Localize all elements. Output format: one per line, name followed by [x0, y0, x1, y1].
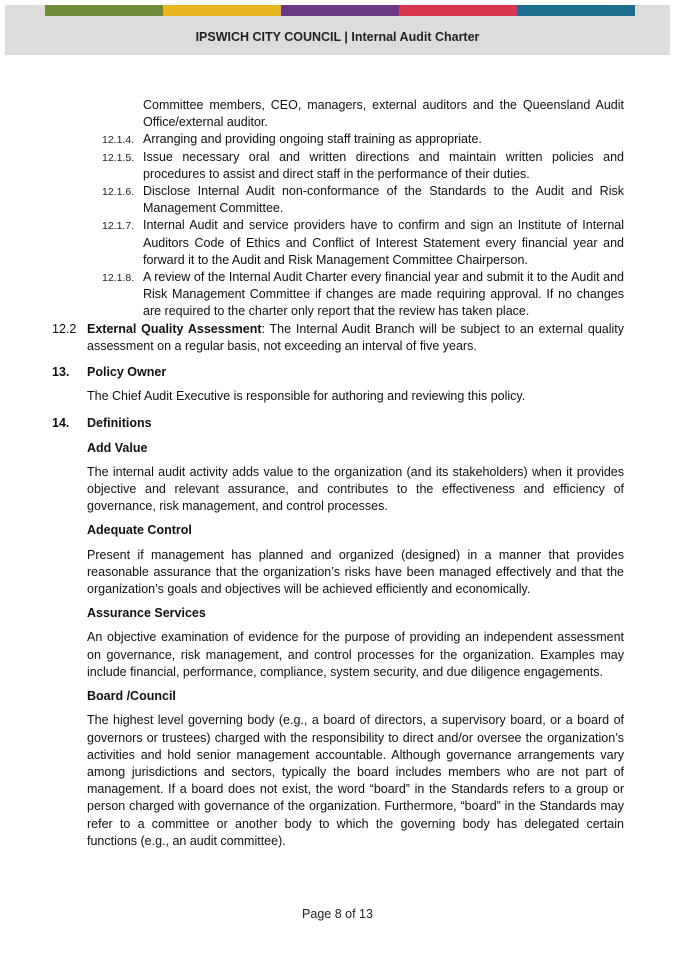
definition-term: Assurance Services	[87, 606, 206, 621]
item-number: 12.1.4.	[102, 134, 135, 147]
section-heading: Policy Owner	[87, 365, 167, 380]
section-number: 13.	[52, 365, 70, 380]
section-heading: Definitions	[87, 416, 152, 431]
item-number: 12.1.6.	[102, 186, 135, 199]
list-item	[52, 131, 624, 148]
header-title: IPSWICH CITY COUNCIL | Internal Audit Charter	[195, 30, 480, 44]
section-12-2	[52, 321, 624, 355]
list-item	[52, 217, 624, 269]
item-text: A review of the Internal Audit Charter every financial year and submit it to the Audit and Risk Management Committee if changes are made requiring approval. If no changes are required to the charter only report that the review has taken place.	[143, 270, 624, 319]
item-text: Internal Audit and service providers have to confirm and sign an Institute of Internal Auditors Code of Ethics and Conflict of Interest Statement every financial year and forward it to the Audit and Risk Management Committee Chairperson.	[143, 218, 624, 267]
page-number: Page 8 of 13	[302, 907, 373, 921]
definition-text: The highest level governing body (e.g., a board of directors, a supervisory board, or a board of governors or trustees) charged with the responsibility to direct and/or oversee the organization’s activities and hold senior management accountable. Although governance arrangements vary among jurisdictions and sectors, typically the board includes members who are not part of management. If a board does not exist, the word “board” in the Standards refers to a group or person charged with governance of the organization. Furthermore, “board” in the Standards may refer to a committee or another body to which the governing body has delegated certain functions (e.g., an audit committee).	[87, 713, 624, 848]
definition-term: Board /Council	[87, 689, 176, 704]
item-text: Arranging and providing ongoing staff training as appropriate.	[143, 132, 482, 147]
page-header	[5, 5, 670, 55]
definition-text: Present if management has planned and organized (designed) in a manner that provides reasonable assurance that the organization’s risks have been managed effectively and that the organization’s goals and objectives will be achieved efficiently and economically.	[87, 547, 624, 597]
item-number: 12.1.8.	[102, 272, 135, 285]
definition-term: Add Value	[87, 440, 148, 455]
item-text: Issue necessary oral and written directions and maintain written policies and procedures to assist and direct staff in the performance of their duties.	[143, 149, 624, 181]
section-text: The Chief Audit Executive is responsible for authoring and reviewing this policy.	[87, 389, 526, 404]
list-item	[52, 97, 624, 131]
section-13	[52, 364, 624, 405]
stripe-yellow	[163, 5, 281, 16]
item-text: Committee members, CEO, managers, external auditors and the Queensland Audit Office/external auditor.	[143, 98, 624, 130]
color-stripe-bar	[45, 5, 635, 16]
document-body	[52, 97, 624, 850]
section-number: 12.2	[52, 321, 77, 336]
stripe-purple	[281, 5, 399, 16]
item-number: 12.1.5.	[102, 151, 135, 164]
definition-term: Adequate Control	[87, 523, 192, 538]
section-text: : The Internal Audit Branch will be subject to an external quality assessment on a regular basis, not exceeding an interval of five years.	[87, 321, 624, 353]
item-text: Disclose Internal Audit non-conformance of the Standards to the Audit and Risk Management Committee.	[143, 184, 624, 216]
stripe-red	[399, 5, 517, 16]
definition-text: An objective examination of evidence for the purpose of providing an independent assessment on governance, risk management, and control processes for the organization. Examples may include financial, performance, compliance, system security, and due diligence engagements.	[87, 630, 624, 679]
section-bold-label: External Quality Assessment	[87, 321, 262, 336]
stripe-green	[45, 5, 163, 16]
section-number: 14.	[52, 416, 70, 431]
definition-text: The internal audit activity adds value to the organization (and its stakeholders) when it provides objective and relevant assurance, and contributes to the effectiveness and efficiency of governance, risk management, and control processes.	[87, 464, 624, 514]
list-item	[52, 149, 624, 183]
item-number: 12.1.7.	[102, 220, 135, 233]
stripe-blue	[517, 5, 635, 16]
list-item	[52, 183, 624, 217]
section-14	[52, 415, 624, 849]
list-item	[52, 269, 624, 321]
